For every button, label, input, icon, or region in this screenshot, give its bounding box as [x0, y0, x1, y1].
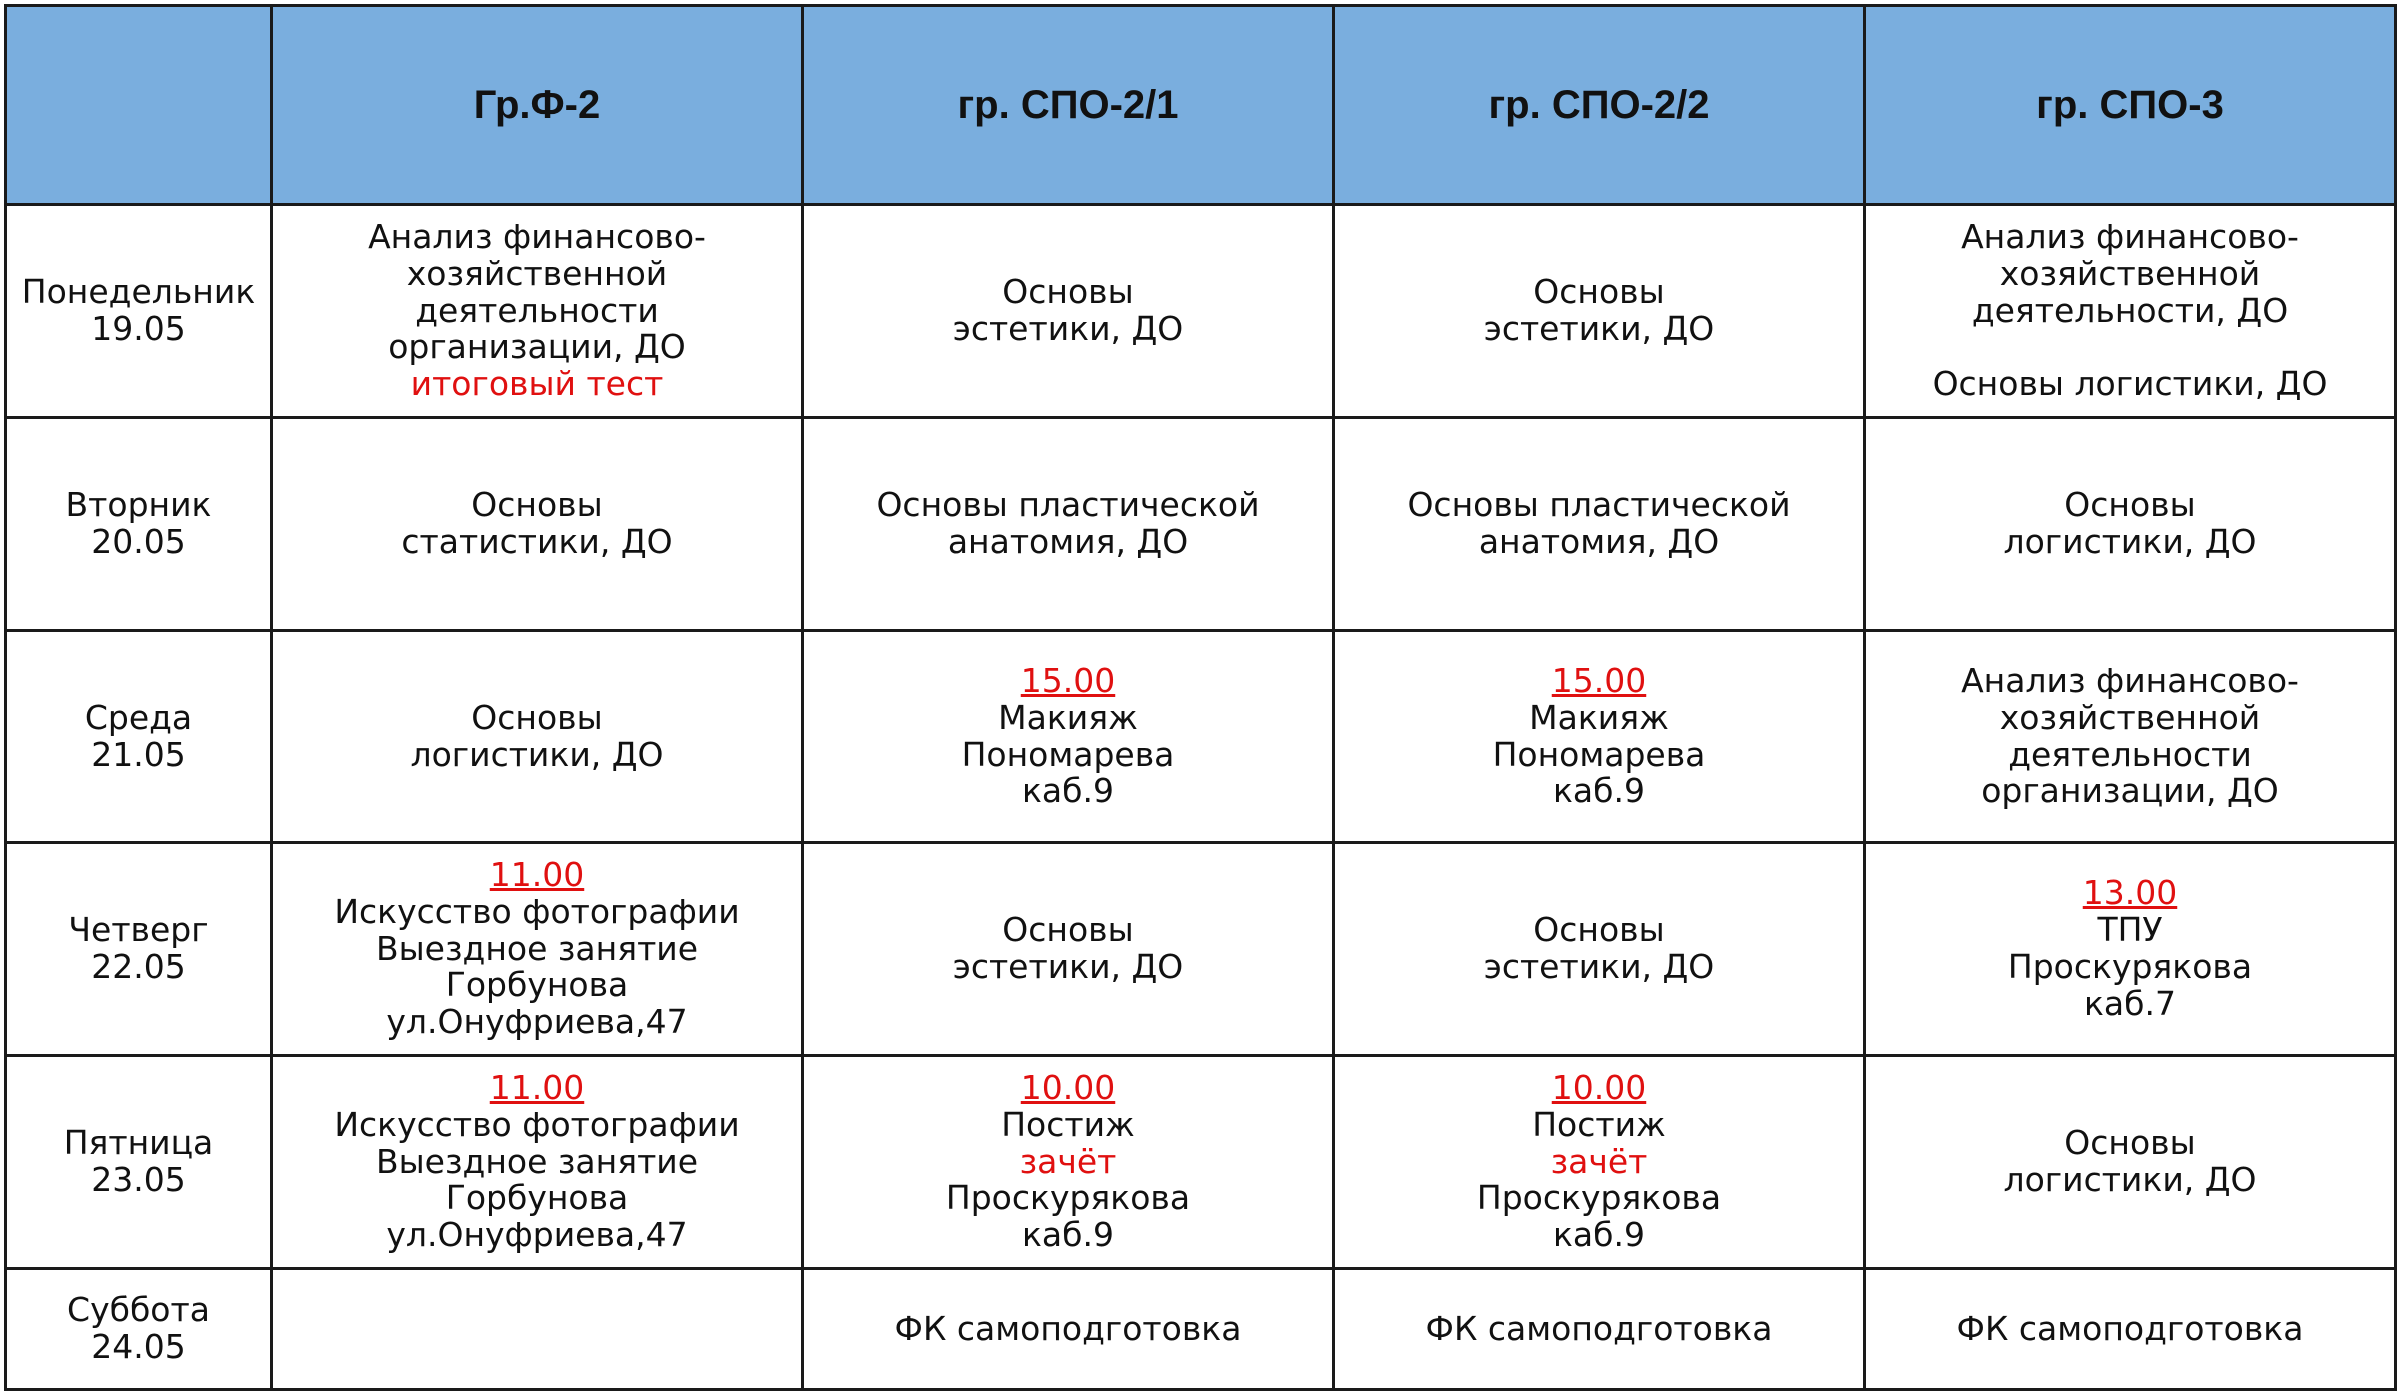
class-line: хозяйственной: [1999, 697, 2261, 737]
class-line: Основы: [471, 485, 603, 525]
class-cell: [1334, 631, 1865, 843]
class-cell: [1865, 1056, 2396, 1269]
class-cell: [1865, 205, 2396, 418]
class-cell: [803, 1056, 1334, 1269]
class-line: Основы пластической: [1407, 485, 1791, 525]
empty-cell: [272, 1269, 803, 1390]
schedule-row: [6, 631, 2396, 843]
class-line: анатомия, ДО: [947, 522, 1189, 561]
class-line: организации, ДО: [388, 327, 686, 367]
class-time: 11.00: [489, 1067, 585, 1107]
class-line: ФК самоподготовка: [1425, 1308, 1773, 1348]
class-line: логистики, ДО: [410, 734, 664, 774]
class-line: Основы: [1002, 272, 1134, 312]
class-line: эстетики, ДО: [1483, 309, 1715, 348]
day-name: Суббота: [67, 1290, 210, 1330]
class-line: Проскурякова: [2007, 947, 2253, 986]
class-line: ул.Онуфриева,47: [386, 1002, 688, 1042]
class-line: хозяйственной: [1999, 254, 2261, 294]
class-line: Основы: [471, 697, 603, 737]
class-time: 10.00: [1551, 1067, 1647, 1107]
day-cell: [6, 418, 272, 631]
class-line: Основы: [1002, 910, 1134, 950]
day-cell: [6, 1269, 272, 1390]
class-line: Проскурякова: [1476, 1178, 1722, 1218]
class-cell: [1334, 1056, 1865, 1269]
class-line: анатомия, ДО: [1478, 522, 1720, 561]
class-line: каб.7: [2084, 983, 2176, 1023]
class-line: Основы: [1533, 910, 1665, 950]
class-line: деятельности, ДО: [1971, 291, 2289, 330]
class-line: каб.9: [1553, 1215, 1645, 1255]
schedule-row: [6, 843, 2396, 1056]
class-line: Макияж: [1529, 697, 1669, 737]
day-date: 23.05: [91, 1160, 186, 1199]
class-line: Основы логистики, ДО: [1932, 363, 2328, 403]
class-line: эстетики, ДО: [952, 947, 1184, 986]
class-line: ул.Онуфриева,47: [386, 1215, 688, 1255]
class-line: Искусство фотографии: [334, 891, 740, 931]
class-cell: [272, 843, 803, 1056]
class-line: Анализ финансово-: [368, 216, 706, 256]
class-cell: [1334, 843, 1865, 1056]
schedule-row: [6, 205, 2396, 418]
class-line: организации, ДО: [1981, 771, 2279, 811]
class-line: Макияж: [998, 697, 1138, 737]
class-line: Анализ финансово-: [1961, 217, 2299, 257]
day-name: Вторник: [65, 485, 212, 525]
schedule-row: [6, 418, 2396, 631]
class-cell: [803, 205, 1334, 418]
class-time: 13.00: [2082, 873, 2178, 913]
class-cell: [272, 631, 803, 843]
class-line: каб.9: [1022, 1215, 1114, 1255]
class-cell: [1334, 1269, 1865, 1390]
class-title: Постиж: [1532, 1104, 1666, 1144]
day-date: 19.05: [91, 309, 186, 348]
corner-cell: [6, 6, 272, 205]
class-cell: [1865, 418, 2396, 631]
class-line: ФК самоподготовка: [1956, 1308, 2304, 1348]
group-header: гр. СПО-3: [1865, 6, 2396, 205]
day-name: Понедельник: [21, 272, 256, 312]
class-cell: [803, 418, 1334, 631]
class-line: деятельности: [2008, 734, 2252, 774]
class-line: Искусство фотографии: [334, 1104, 740, 1144]
class-line: Пономарева: [961, 734, 1175, 774]
class-line: логистики, ДО: [2003, 522, 2257, 561]
day-cell: [6, 631, 272, 843]
class-cell: [1334, 205, 1865, 418]
spacer: [1874, 330, 2386, 366]
class-title: Постиж: [1001, 1104, 1135, 1144]
day-name: Пятница: [63, 1123, 214, 1163]
class-cell: [803, 631, 1334, 843]
class-line: Основы: [1533, 272, 1665, 312]
class-cell: [1865, 843, 2396, 1056]
class-cell: [1334, 418, 1865, 631]
class-line: эстетики, ДО: [952, 309, 1184, 348]
class-line: Основы пластической: [876, 485, 1260, 525]
class-line: Анализ финансово-: [1961, 660, 2299, 700]
class-line: каб.9: [1553, 771, 1645, 811]
header-row: [6, 6, 2396, 205]
class-line: Горбунова: [445, 1178, 629, 1218]
class-note: итоговый тест: [410, 364, 664, 404]
day-name: Четверг: [68, 910, 209, 950]
day-date: 20.05: [91, 522, 186, 561]
class-line: ФК самоподготовка: [894, 1308, 1242, 1348]
schedule-row: [6, 1269, 2396, 1390]
class-line: Выездное занятие: [375, 1141, 699, 1181]
day-name: Среда: [84, 697, 193, 737]
class-time: 10.00: [1020, 1067, 1116, 1107]
class-line: ТПУ: [2097, 910, 2163, 950]
schedule-table: [4, 4, 2397, 1391]
schedule-row: [6, 1056, 2396, 1269]
class-cell: [803, 843, 1334, 1056]
class-note: зачёт: [1550, 1141, 1648, 1181]
class-time: 15.00: [1020, 660, 1116, 700]
group-header: гр. СПО-2/1: [803, 6, 1334, 205]
class-cell: [1865, 631, 2396, 843]
class-line: Проскурякова: [945, 1178, 1191, 1218]
class-time: 15.00: [1551, 660, 1647, 700]
day-date: 22.05: [91, 947, 186, 986]
day-cell: [6, 843, 272, 1056]
group-header: гр. СПО-2/2: [1334, 6, 1865, 205]
class-line: статистики, ДО: [401, 522, 673, 561]
class-line: хозяйственной: [406, 253, 668, 293]
class-line: Пономарева: [1492, 734, 1706, 774]
class-line: Выездное занятие: [375, 928, 699, 968]
day-cell: [6, 1056, 272, 1269]
class-cell: [272, 1056, 803, 1269]
group-header: Гр.Ф-2: [272, 6, 803, 205]
class-note: зачёт: [1019, 1141, 1117, 1181]
class-line: Основы: [2064, 1123, 2196, 1163]
class-cell: [272, 205, 803, 418]
day-cell: [6, 205, 272, 418]
class-line: деятельности: [415, 290, 659, 330]
day-date: 24.05: [91, 1327, 186, 1366]
class-line: эстетики, ДО: [1483, 947, 1715, 986]
class-time: 11.00: [489, 854, 585, 894]
class-line: логистики, ДО: [2003, 1160, 2257, 1199]
class-line: Горбунова: [445, 965, 629, 1005]
day-date: 21.05: [91, 734, 186, 774]
class-cell: [272, 418, 803, 631]
class-cell: [803, 1269, 1334, 1390]
class-line: каб.9: [1022, 771, 1114, 811]
class-cell: [1865, 1269, 2396, 1390]
class-line: Основы: [2064, 485, 2196, 525]
